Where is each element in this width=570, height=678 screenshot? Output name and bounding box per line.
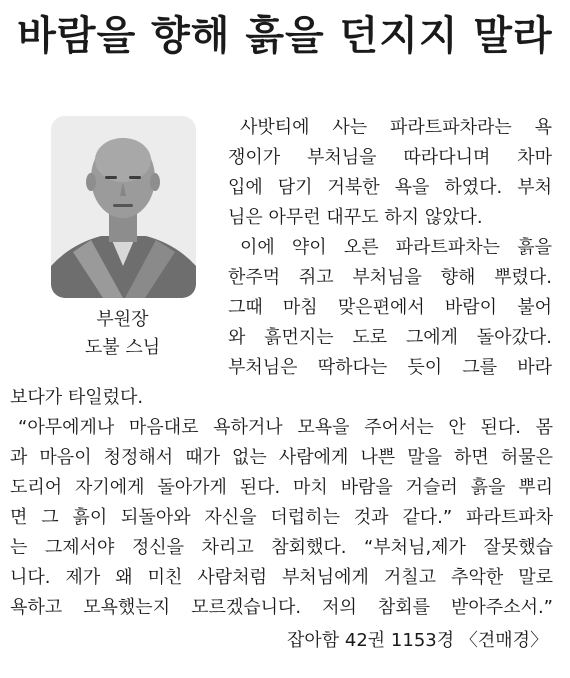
body-line: 도리어 자기에게 돌아가게 된다. 마치 바람을 거슬러 흙을 뿌리: [10, 477, 553, 498]
source-citation: 잡아함 42권 1153경 〈견매경〉: [287, 630, 548, 651]
author-role: 부원장: [96, 309, 149, 330]
author-name: 도불 스님: [84, 337, 161, 358]
body-line: 그때 마침 맞은편에서 바람이 불어: [228, 297, 552, 318]
body-line: 욕하고 모욕했는지 모르겠습니다. 저의 참회를 받아주소서.”: [10, 597, 553, 618]
article-headline: 바람을 향해 흙을 던지지 말라: [17, 13, 553, 59]
author-photo: [51, 116, 196, 298]
body-line: 한주먹 쥐고 부처님을 향해 뿌렸다.: [228, 267, 552, 288]
body-line: 는 그제서야 정신을 차리고 참회했다. “부처님,제가 잘못했습: [10, 537, 553, 558]
body-line: 부처님은 딱하다는 듯이 그를 바라: [228, 357, 552, 378]
body-line: 사밧티에 사는 파라트파차라는 욕: [240, 117, 552, 138]
body-line: 면 그 흙이 되돌아와 자신을 더럽히는 것과 같다.” 파라트파차: [10, 507, 553, 528]
body-line: 님은 아무런 대꾸도 하지 않았다.: [228, 207, 483, 228]
body-line: 보다가 타일렀다.: [10, 387, 144, 408]
body-line: 입에 담기 거북한 욕을 하였다. 부처: [228, 177, 552, 198]
body-line: 와 흙먼지는 도로 그에게 돌아갔다.: [228, 327, 552, 348]
body-line: 과 마음이 청정해서 때가 없는 사람에게 나쁜 말을 하면 허물은: [10, 447, 553, 468]
author-caption: [40, 306, 205, 362]
body-line: 니다. 제가 왜 미친 사람처럼 부처님에게 거칠고 추악한 말로: [10, 567, 553, 588]
body-line: 쟁이가 부처님을 따라다니며 차마: [228, 147, 552, 168]
body-line: 이에 약이 오른 파라트파차는 흙을: [240, 237, 552, 258]
body-line: “아무에게나 마음대로 욕하거나 모욕을 주어서는 안 된다. 몸: [18, 417, 553, 438]
